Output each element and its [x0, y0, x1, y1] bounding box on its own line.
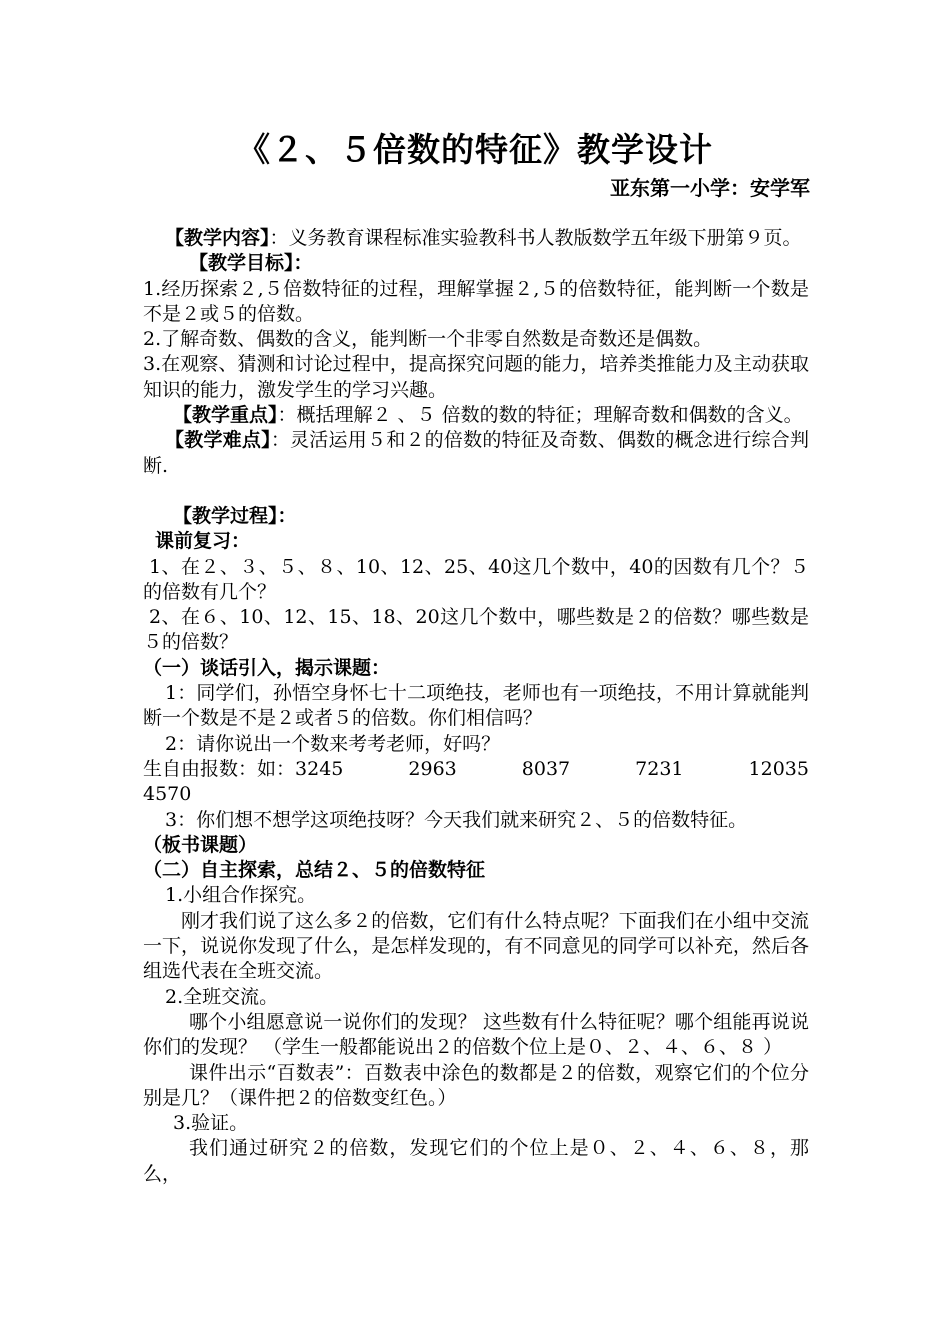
- goals-heading: 【教学目标】：: [189, 252, 313, 275]
- author-line: 亚东第一小学：安学军: [610, 176, 810, 200]
- number-item: 12035: [748, 757, 809, 780]
- step-text: 课件出示“百数表”：百数表中涂色的数都是２的倍数，观察它们的个位分别是几？（课件把２的倍数变红色。）: [143, 1061, 809, 1109]
- review-item: 2、在６、10、12、15、18、20这几个数中，哪些数是２的倍数？哪些数是５的倍数？: [143, 606, 809, 654]
- content-text: ：义务教育课程标准实验教科书人教版数学五年级下册第９页。: [269, 227, 802, 249]
- step-text: 我们通过研究２的倍数，发现它们的个位上是０、２、４、６、８，那么，: [143, 1137, 809, 1185]
- number-item: 2963: [408, 757, 457, 780]
- step-text: 哪个小组愿意说一说你们的发现？ 这些数有什么特征呢？哪个组能再说说你们的发现？ （学生一般都能说出２的倍数个位上是０、２、４、６、８ ）: [143, 1010, 809, 1059]
- process-heading: 【教学过程】：: [173, 504, 297, 527]
- section1-line: 1：同学们，孙悟空身怀七十二项绝技，老师也有一项绝技，不用计算就能判断一个数是不是２或者５的倍数。你们相信吗？: [143, 682, 809, 730]
- number-item: 8037: [521, 757, 571, 780]
- step-heading: 1.小组合作探究。: [165, 884, 317, 907]
- section1-line: 2：请你说出一个数来考考老师，好吗？: [165, 732, 501, 755]
- number-item-last: 4570: [143, 783, 192, 806]
- step-text: 刚才我们说了这么多２的倍数，它们有什么特点呢？下面我们在小组中交流一下，说说你发现了什么，是怎样发现的，有不同意见的同学可以补充，然后各组选代表在全班交流。: [143, 909, 809, 983]
- key-point: [143, 403, 809, 428]
- difficulty-text: ：灵活运用５和２的倍数的特征及奇数、偶数的概念进行综合判断.: [143, 429, 809, 477]
- step-heading: 2.全班交流。: [165, 985, 279, 1008]
- key-point-label: 【教学重点】: [173, 404, 278, 427]
- teaching-content: [143, 226, 809, 251]
- board-note: （板书课题）: [143, 833, 258, 856]
- number-item: 7231: [635, 757, 684, 780]
- difficulty: [143, 428, 809, 479]
- review-item: 1、在２、３、５、８、10、12、25、40这几个数中，40的因数有几个？５的倍数有几个？: [143, 555, 809, 603]
- goals-label: 【教学目标】: [189, 252, 294, 275]
- content-label: 【教学内容】: [165, 227, 270, 249]
- review-heading: 课前复习：: [155, 530, 251, 553]
- key-point-text: ：概括理解２ 、５ 倍数的数的特征；理解奇数和偶数的含义。: [277, 404, 803, 427]
- section1-line: 3：你们想不想学这项绝技呀？今天我们就来研究２、５的倍数特征。: [165, 808, 748, 831]
- numbers-row: [143, 757, 809, 782]
- goal-item: 2.了解奇数、偶数的含义，能判断一个非零自然数是奇数还是偶数。: [143, 328, 713, 351]
- document-title: 《２、５倍数的特征》教学设计: [237, 130, 713, 169]
- section1-heading: （一）谈话引入，揭示课题：: [143, 656, 391, 679]
- numbers-prefix: 生自由报数：如：3245: [143, 757, 344, 780]
- step-heading: 3.验证。: [173, 1112, 249, 1135]
- section2-heading: （二）自主探索，总结２、５的倍数特征: [143, 859, 486, 882]
- process-label: 【教学过程】: [173, 504, 278, 527]
- goal-item: 3.在观察、猜测和讨论过程中，提高探究问题的能力，培养类推能力及主动获取知识的能力，激发学生的学习兴趣。: [143, 353, 809, 401]
- document-body: [143, 226, 809, 1187]
- difficulty-label: 【教学难点】: [165, 429, 271, 452]
- goal-item: 1.经历探索２,５倍数特征的过程，理解掌握２,５的倍数特征，能判断一个数是不是２或５的倍数。: [143, 277, 809, 325]
